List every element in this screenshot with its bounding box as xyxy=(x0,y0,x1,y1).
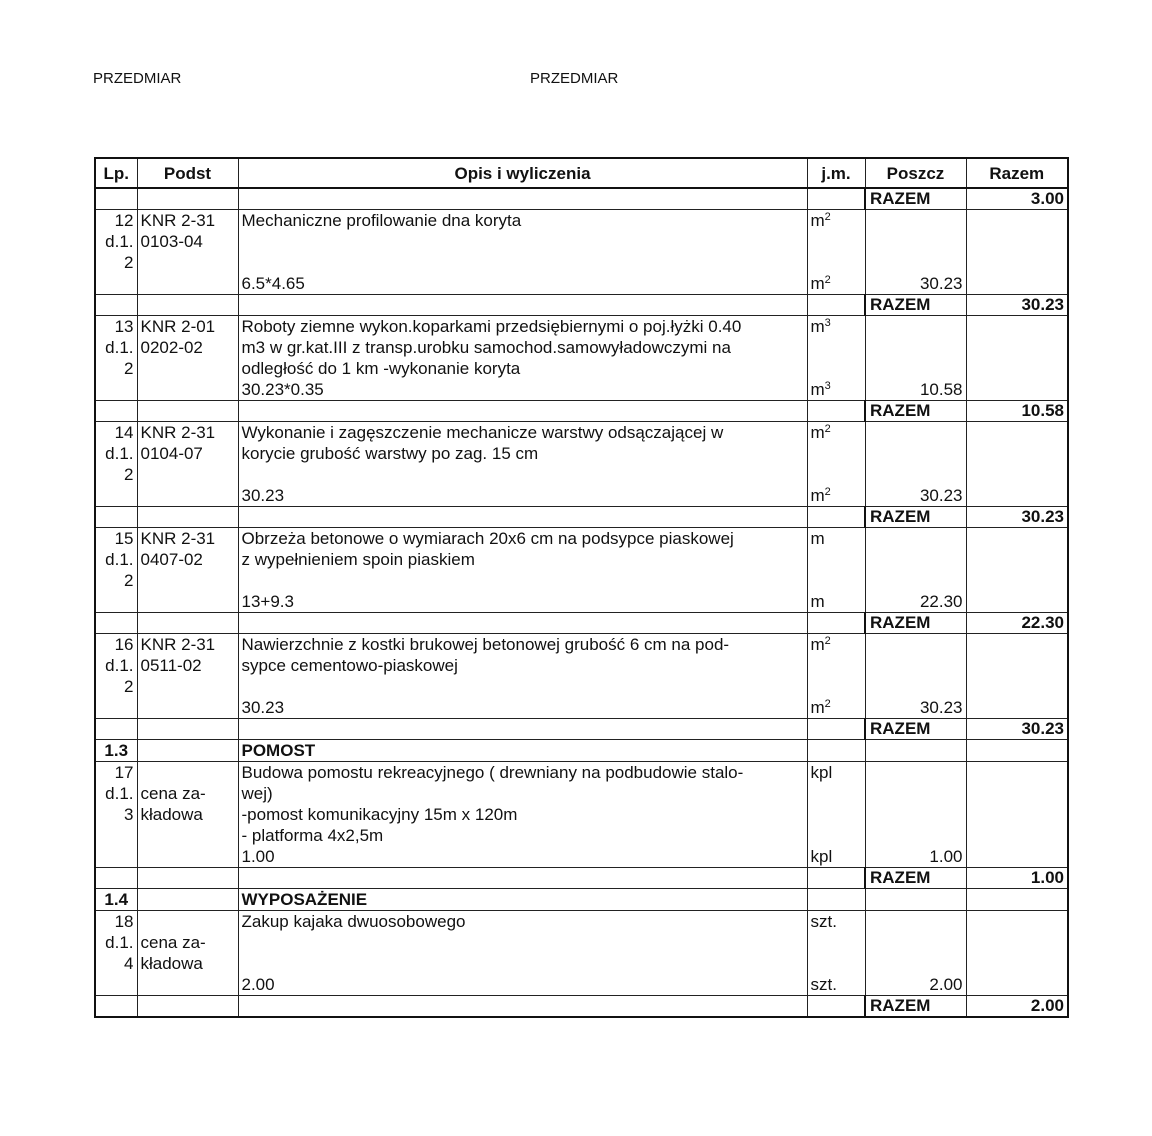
description-line xyxy=(242,953,804,974)
description-line: Wykonanie i zagęszczenie mechanicze warstwy odsączającej w xyxy=(241,423,724,442)
razem-row xyxy=(95,996,1068,1018)
empty-cell xyxy=(137,740,238,762)
lp-line: d.1. xyxy=(105,550,134,569)
item-description xyxy=(238,316,807,401)
razem-row xyxy=(95,401,1068,422)
unit-top xyxy=(811,528,862,549)
description-line: Obrzeża betonowe o wymiarach 20x6 cm na podsypce piaskowej xyxy=(241,529,734,548)
unit-text: m xyxy=(810,592,825,611)
empty-cell xyxy=(238,719,807,740)
lp-line: 15 xyxy=(114,529,134,548)
calc-line: 30.23 xyxy=(241,486,285,505)
item-podst xyxy=(137,762,238,868)
razem-label: RAZEM xyxy=(865,188,966,210)
col-header-podst: Podst xyxy=(137,158,238,188)
unit-sup: 2 xyxy=(824,423,831,435)
razem-label: RAZEM xyxy=(865,996,966,1018)
podst-line: KNR 2-31 xyxy=(140,635,216,654)
razem-row xyxy=(95,188,1068,210)
unit-text: m xyxy=(810,423,825,442)
item-poszcz: 30.23 xyxy=(865,422,966,507)
section-row xyxy=(95,889,1068,911)
empty-cell xyxy=(137,719,238,740)
lp-line: 13 xyxy=(114,317,134,336)
section-row xyxy=(95,740,1068,762)
item-razem-empty xyxy=(966,210,1068,295)
item-podst xyxy=(137,210,238,295)
unit-sup: 3 xyxy=(824,317,831,329)
empty-cell xyxy=(137,613,238,634)
empty-cell xyxy=(95,507,137,528)
podst-line: 0202-02 xyxy=(140,338,203,357)
col-header-lp: Lp. xyxy=(95,158,137,188)
empty-cell xyxy=(807,401,865,422)
description-line xyxy=(242,252,804,273)
unit-text: m xyxy=(810,635,825,654)
razem-value: 3.00 xyxy=(966,188,1068,210)
unit-text: m xyxy=(810,211,825,230)
description-line: odległość do 1 km -wykonanie koryta xyxy=(241,359,521,378)
unit-text: m xyxy=(810,380,825,399)
unit-bottom xyxy=(811,974,837,995)
lp-line: d.1. xyxy=(105,444,134,463)
description-line: sypce cementowo-piaskowej xyxy=(241,656,458,675)
razem-value: 2.00 xyxy=(966,996,1068,1018)
header-center-title: PRZEDMIAR xyxy=(530,70,619,87)
table-row xyxy=(95,210,1068,295)
empty-cell xyxy=(865,889,966,911)
item-lp xyxy=(95,762,137,868)
unit-text: kpl xyxy=(810,763,833,782)
section-number: 1.4 xyxy=(95,889,137,911)
item-description xyxy=(238,634,807,719)
description-line: Zakup kajaka dwuosobowego xyxy=(241,912,466,931)
lp-line: 16 xyxy=(114,635,134,654)
item-razem-empty xyxy=(966,634,1068,719)
description-line: Nawierzchnie z kostki brukowej betonowej grubość 6 cm na pod- xyxy=(241,635,730,654)
item-unit xyxy=(807,422,865,507)
podst-line: kładowa xyxy=(140,805,203,824)
table-row xyxy=(95,762,1068,868)
lp-line: 2 xyxy=(124,253,134,272)
razem-value: 10.58 xyxy=(966,401,1068,422)
item-unit xyxy=(807,210,865,295)
table-row xyxy=(95,911,1068,996)
description-line: z wypełnieniem spoin piaskiem xyxy=(241,550,475,569)
podst-line: kładowa xyxy=(140,954,203,973)
empty-cell xyxy=(807,740,865,762)
unit-text: m xyxy=(810,317,825,336)
item-lp xyxy=(95,911,137,996)
empty-cell xyxy=(95,401,137,422)
razem-value: 30.23 xyxy=(966,719,1068,740)
podst-line: KNR 2-31 xyxy=(140,529,216,548)
lp-line: 2 xyxy=(124,465,134,484)
item-podst xyxy=(137,528,238,613)
item-razem-empty xyxy=(966,911,1068,996)
lp-line: 14 xyxy=(114,423,134,442)
description-line xyxy=(242,464,804,485)
calc-line: 30.23*0.35 xyxy=(241,380,324,399)
empty-cell xyxy=(238,507,807,528)
section-title: POMOST xyxy=(238,740,807,762)
unit-sup: 2 xyxy=(824,635,831,647)
razem-label: RAZEM xyxy=(865,868,966,889)
lp-line: d.1. xyxy=(105,784,134,803)
razem-label: RAZEM xyxy=(865,295,966,316)
item-unit xyxy=(807,762,865,868)
table-header-row xyxy=(95,158,1068,188)
empty-cell xyxy=(238,401,807,422)
lp-line: d.1. xyxy=(105,933,134,952)
empty-cell xyxy=(137,507,238,528)
unit-top xyxy=(811,634,862,655)
razem-label: RAZEM xyxy=(865,719,966,740)
empty-cell xyxy=(137,295,238,316)
calc-line: 6.5*4.65 xyxy=(241,274,305,293)
empty-cell xyxy=(137,889,238,911)
item-lp xyxy=(95,634,137,719)
lp-line: 12 xyxy=(114,211,134,230)
item-poszcz: 2.00 xyxy=(865,911,966,996)
empty-cell xyxy=(95,295,137,316)
item-description xyxy=(238,210,807,295)
lp-line: 2 xyxy=(124,359,134,378)
description-line xyxy=(242,570,804,591)
calc-line: 2.00 xyxy=(241,975,275,994)
podst-line: KNR 2-31 xyxy=(140,211,216,230)
item-razem-empty xyxy=(966,422,1068,507)
lp-line: 2 xyxy=(124,677,134,696)
podst-line: 0103-04 xyxy=(140,232,203,251)
lp-line: 4 xyxy=(124,954,134,973)
calc-line: 1.00 xyxy=(241,847,275,866)
empty-cell xyxy=(807,996,865,1018)
item-podst xyxy=(137,316,238,401)
lp-line: 2 xyxy=(124,571,134,590)
item-lp xyxy=(95,422,137,507)
unit-text: m xyxy=(810,274,825,293)
item-podst xyxy=(137,911,238,996)
item-poszcz: 22.30 xyxy=(865,528,966,613)
item-unit xyxy=(807,316,865,401)
col-header-razem: Razem xyxy=(966,158,1068,188)
unit-bottom xyxy=(811,846,833,867)
item-podst xyxy=(137,422,238,507)
unit-bottom xyxy=(811,591,825,612)
empty-cell xyxy=(95,868,137,889)
col-header-poszcz: Poszcz xyxy=(865,158,966,188)
unit-top xyxy=(811,316,862,337)
unit-sup: 2 xyxy=(824,698,831,710)
razem-value: 22.30 xyxy=(966,613,1068,634)
description-line: wej) xyxy=(241,784,273,803)
razem-value: 30.23 xyxy=(966,295,1068,316)
lp-line: d.1. xyxy=(105,338,134,357)
item-description xyxy=(238,911,807,996)
section-title: WYPOSAŻENIE xyxy=(238,889,807,911)
empty-cell xyxy=(238,295,807,316)
empty-cell xyxy=(966,889,1068,911)
empty-cell xyxy=(95,719,137,740)
description-line: -pomost komunikacyjny 15m x 120m xyxy=(241,805,518,824)
razem-label: RAZEM xyxy=(865,507,966,528)
podst-line: cena za- xyxy=(140,784,206,803)
podst-line: cena za- xyxy=(140,933,206,952)
unit-top xyxy=(811,210,862,231)
item-poszcz: 30.23 xyxy=(865,634,966,719)
empty-cell xyxy=(238,613,807,634)
item-lp xyxy=(95,316,137,401)
table-row xyxy=(95,316,1068,401)
unit-sup: 2 xyxy=(824,486,831,498)
empty-cell xyxy=(95,613,137,634)
item-lp xyxy=(95,528,137,613)
description-line xyxy=(242,932,804,953)
podst-line xyxy=(141,762,235,783)
unit-text: m xyxy=(810,698,825,717)
description-line: korycie grubość warstwy po zag. 15 cm xyxy=(241,444,539,463)
podst-line: 0407-02 xyxy=(140,550,203,569)
description-line xyxy=(242,231,804,252)
empty-cell xyxy=(966,740,1068,762)
razem-row xyxy=(95,868,1068,889)
empty-cell xyxy=(865,740,966,762)
item-razem-empty xyxy=(966,528,1068,613)
header-left-title: PRZEDMIAR xyxy=(93,70,182,87)
empty-cell xyxy=(137,996,238,1018)
item-poszcz: 30.23 xyxy=(865,210,966,295)
podst-line: KNR 2-31 xyxy=(140,423,216,442)
lp-line: 3 xyxy=(124,805,134,824)
description-line: Mechaniczne profilowanie dna koryta xyxy=(241,211,522,230)
lp-line: d.1. xyxy=(105,232,134,251)
empty-cell xyxy=(807,613,865,634)
empty-cell xyxy=(95,996,137,1018)
razem-value: 1.00 xyxy=(966,868,1068,889)
empty-cell xyxy=(807,295,865,316)
razem-row xyxy=(95,295,1068,316)
unit-sup: 3 xyxy=(824,380,831,392)
unit-text: m xyxy=(810,486,825,505)
item-podst xyxy=(137,634,238,719)
unit-top xyxy=(811,422,862,443)
empty-cell xyxy=(807,889,865,911)
podst-line: 0511-02 xyxy=(140,656,202,675)
item-description xyxy=(238,762,807,868)
table-row xyxy=(95,634,1068,719)
unit-text: szt. xyxy=(810,975,837,994)
lp-line: d.1. xyxy=(105,656,134,675)
unit-bottom xyxy=(811,485,831,506)
przedmiar-table xyxy=(94,157,1069,1018)
empty-cell xyxy=(238,996,807,1018)
calc-line: 30.23 xyxy=(241,698,285,717)
col-header-opis: Opis i wyliczenia xyxy=(238,158,807,188)
empty-cell xyxy=(807,719,865,740)
table-row xyxy=(95,422,1068,507)
item-razem-empty xyxy=(966,762,1068,868)
item-poszcz: 1.00 xyxy=(865,762,966,868)
unit-bottom xyxy=(811,697,831,718)
unit-sup: 2 xyxy=(824,211,831,223)
item-unit xyxy=(807,528,865,613)
description-line: m3 w gr.kat.III z transp.urobku samochod.samowyładowczymi na xyxy=(241,338,731,357)
empty-cell xyxy=(238,868,807,889)
unit-text: kpl xyxy=(810,847,833,866)
unit-text: m xyxy=(810,529,825,548)
item-description xyxy=(238,422,807,507)
empty-cell xyxy=(137,868,238,889)
item-lp xyxy=(95,210,137,295)
razem-row xyxy=(95,719,1068,740)
item-unit xyxy=(807,911,865,996)
item-description xyxy=(238,528,807,613)
calc-line: 13+9.3 xyxy=(241,592,294,611)
description-line: Budowa pomostu rekreacyjnego ( drewniany na podbudowie stalo- xyxy=(241,763,744,782)
empty-cell xyxy=(807,507,865,528)
razem-label: RAZEM xyxy=(865,401,966,422)
section-number: 1.3 xyxy=(95,740,137,762)
col-header-jm: j.m. xyxy=(807,158,865,188)
podst-line: 0104-07 xyxy=(140,444,203,463)
item-poszcz: 10.58 xyxy=(865,316,966,401)
lp-line: 18 xyxy=(114,912,134,931)
item-unit xyxy=(807,634,865,719)
empty-cell xyxy=(137,401,238,422)
unit-top xyxy=(811,762,862,783)
description-line: - platforma 4x2,5m xyxy=(241,826,384,845)
lp-line: 17 xyxy=(114,763,134,782)
unit-top xyxy=(811,911,862,932)
podst-line: KNR 2-01 xyxy=(140,317,216,336)
unit-sup: 2 xyxy=(824,274,831,286)
unit-bottom xyxy=(811,273,831,294)
description-line xyxy=(242,676,804,697)
table-row xyxy=(95,528,1068,613)
item-razem-empty xyxy=(966,316,1068,401)
razem-row xyxy=(95,507,1068,528)
empty-cell xyxy=(807,868,865,889)
podst-line xyxy=(141,911,235,932)
description-line: Roboty ziemne wykon.koparkami przedsiębiernymi o poj.łyżki 0.40 xyxy=(241,317,742,336)
razem-value: 30.23 xyxy=(966,507,1068,528)
unit-bottom xyxy=(811,379,831,400)
unit-text: szt. xyxy=(810,912,837,931)
razem-row xyxy=(95,613,1068,634)
razem-label: RAZEM xyxy=(865,613,966,634)
